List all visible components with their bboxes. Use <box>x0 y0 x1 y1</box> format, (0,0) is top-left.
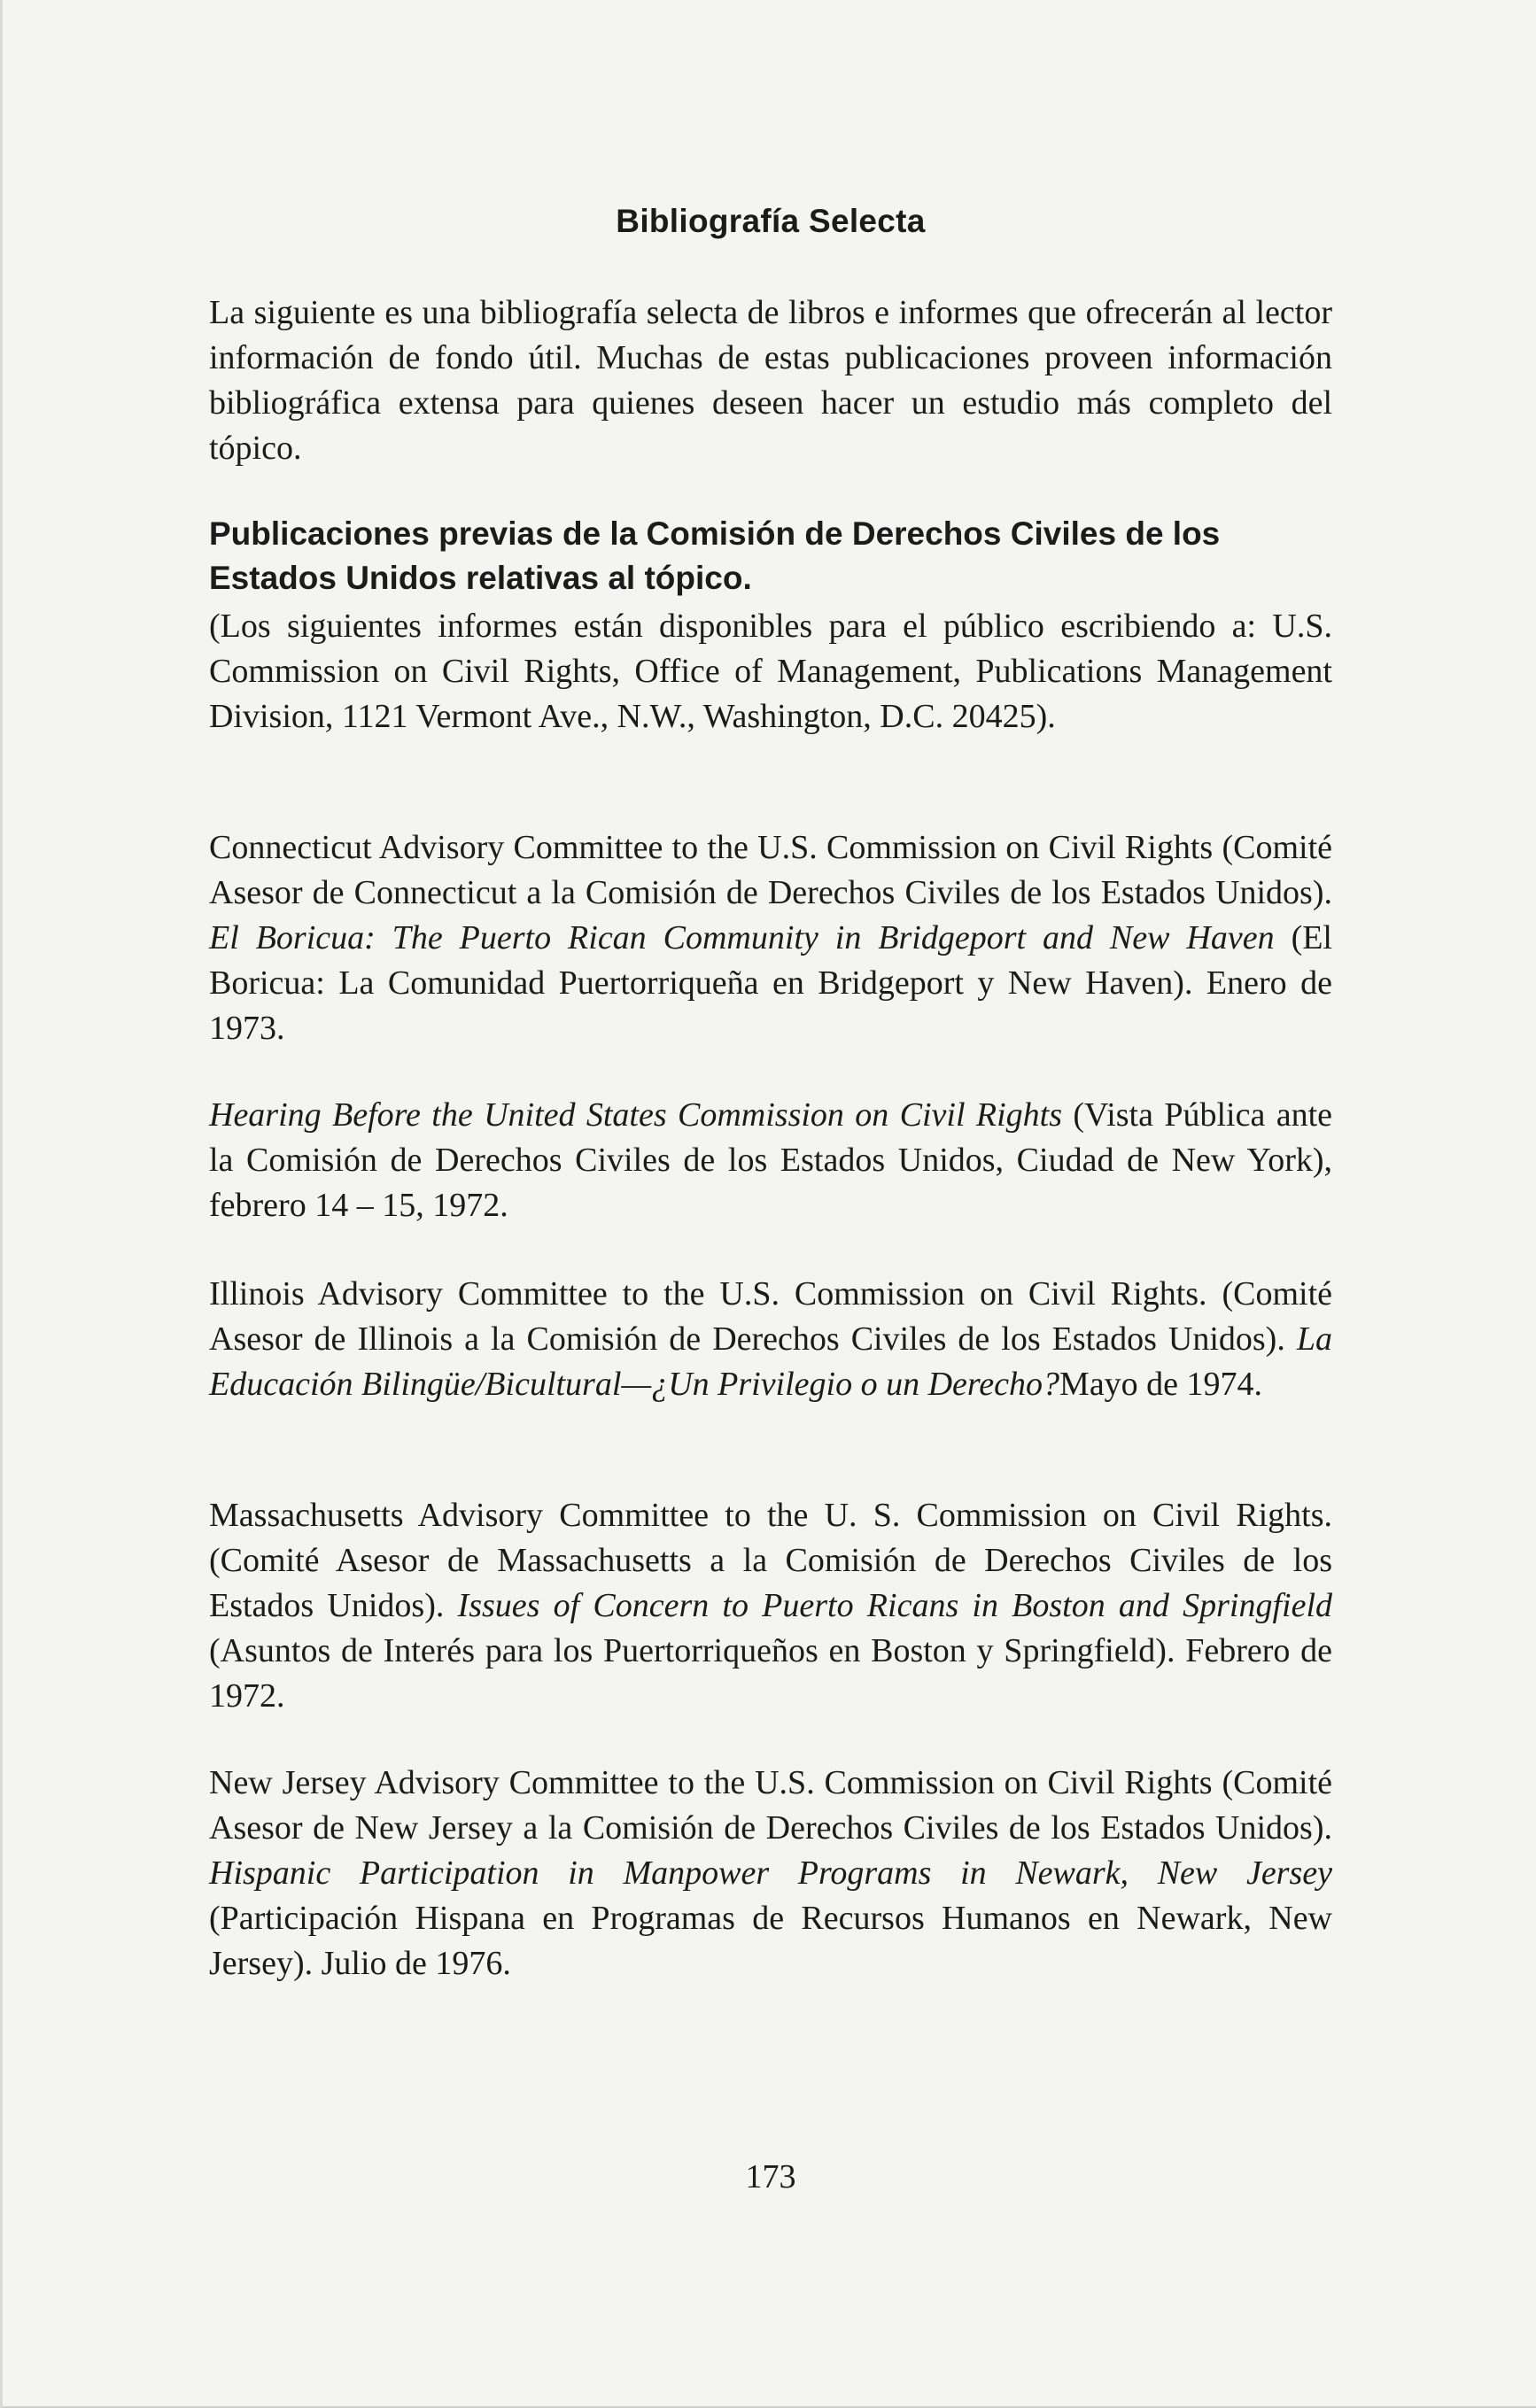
entry-author: Connecticut Advisory Committee to the U.S. Commission on Civil Rights (Comité Asesor de Connecticut a la Comisión de Derechos Civiles de los Estados Unidos). <box>209 829 1332 911</box>
entry-title: Hispanic Participation in Manpower Programs in Newark, New Jersey <box>209 1854 1332 1892</box>
entry-author: New Jersey Advisory Committee to the U.S. Commission on Civil Rights (Comité Asesor de New Jersey a la Comisión de Derechos Civiles de los Estados Unidos). <box>209 1764 1332 1847</box>
bibliography-entry <box>209 1761 1332 1986</box>
entry-details: (Asuntos de Interés para los Puertorriqueños en Boston y Springfield). Febrero de 1972. <box>209 1632 1332 1715</box>
entry-title: Hearing Before the United States Commission on Civil Rights <box>209 1096 1063 1134</box>
page-title: Bibliografía Selecta <box>616 203 926 239</box>
bibliography-entry <box>209 1272 1332 1407</box>
entry-details: (Participación Hispana en Programas de Recursos Humanos en Newark, New Jersey). Julio de 1976. <box>209 1900 1332 1982</box>
entry-title: El Boricua: The Puerto Rican Community in Bridgeport and New Haven <box>209 919 1275 956</box>
entry-title: Issues of Concern to Puerto Ricans in Boston and Springfield <box>457 1587 1332 1624</box>
bibliography-entry <box>209 1093 1332 1228</box>
entry-details: Mayo de 1974. <box>1059 1366 1263 1403</box>
intro-paragraph: La siguiente es una bibliografía selecta de libros e informes que ofrecerán al lector información de fondo útil. Muchas de estas publicaciones proveen información bibliográfica extensa para quienes deseen hacer un estudio más completo del tópico. <box>209 294 1332 467</box>
bibliography-entry <box>209 1493 1332 1719</box>
entry-author: Massachusetts Advisory Committee to the U. S. Commission on Civil Rights. (Comité Asesor de Massachusetts a la Comisión de Derechos Civiles de los Estados Unidos). <box>209 1497 1332 1624</box>
entry-details: (Vista Pública ante la Comisión de Derechos Civiles de los Estados Unidos, Ciudad de New York), febrero 14 – 15, 1972. <box>209 1096 1332 1224</box>
section-heading: Publicaciones previas de la Comisión de Derechos Civiles de los Estados Unidos relativas al tópico. <box>209 515 1221 596</box>
entry-title: La Educación Bilingüe/Bicultural—¿Un Privilegio o un Derecho? <box>209 1320 1332 1403</box>
bibliography-entry <box>209 825 1332 1051</box>
entry-details: (El Boricua: La Comunidad Puertorriqueña en Bridgeport y New Haven). Enero de 1973. <box>209 919 1332 1047</box>
entry-author: Illinois Advisory Committee to the U.S. Commission on Civil Rights. (Comité Asesor de Illinois a la Comisión de Derechos Civiles de los Estados Unidos). <box>209 1275 1332 1358</box>
section-note: (Los siguientes informes están disponibles para el público escribiendo a: U.S. Commission on Civil Rights, Office of Management, Publications Management Division, 1121 Vermont Ave., N.W., Washington, D.C. 20425). <box>209 608 1332 735</box>
page-number: 173 <box>745 2158 796 2195</box>
